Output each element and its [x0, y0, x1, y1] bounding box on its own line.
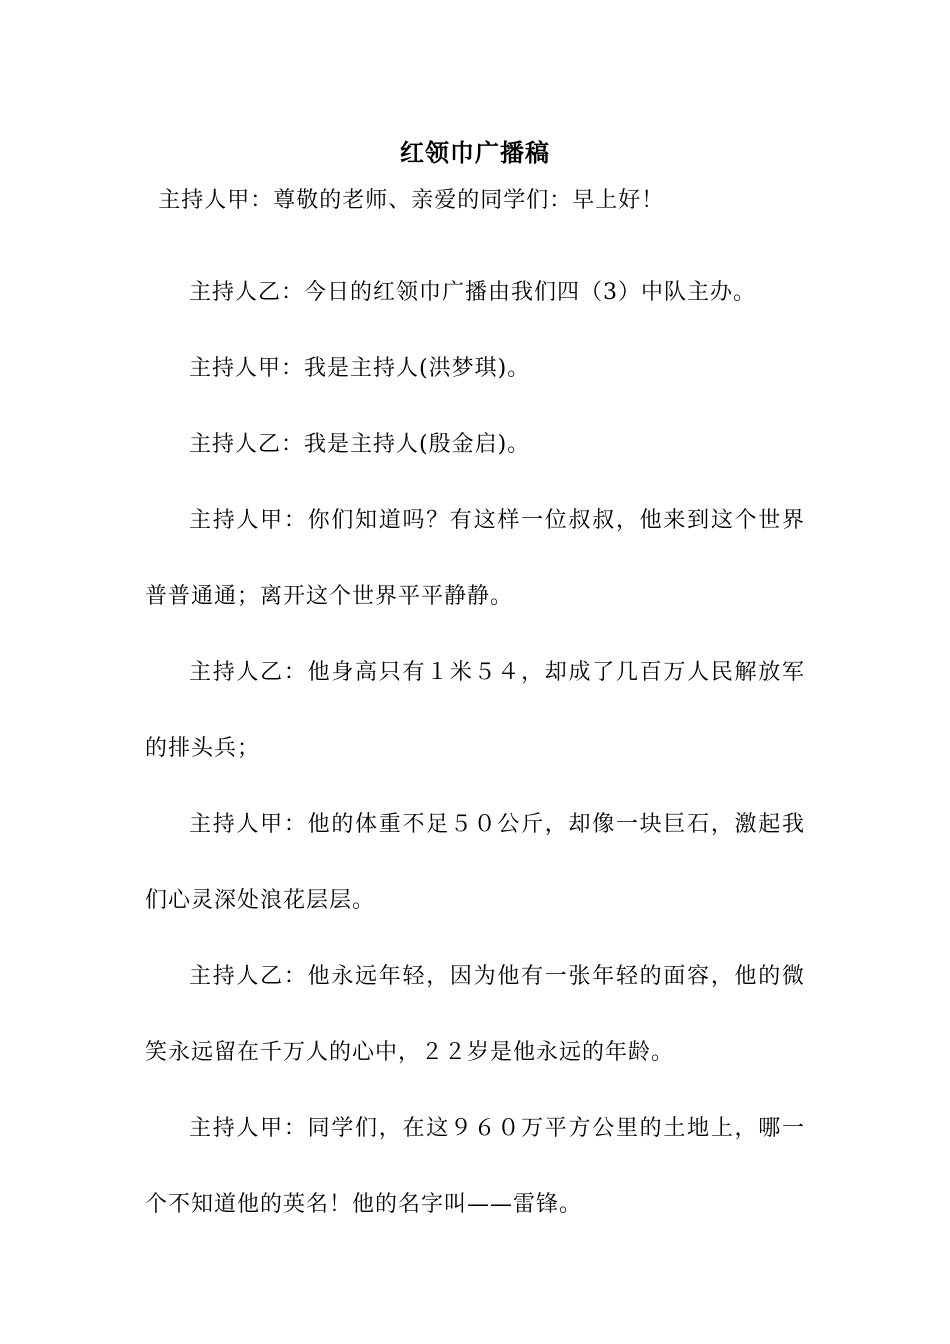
paragraph-3: 主持人甲：我是主持人(洪梦琪)。 [189, 356, 531, 381]
paragraph-5: 主持人甲：你们知道吗？有这样一位叔叔，他来到这个世界普普通通；离开这个世界平平静静。 [145, 508, 805, 609]
paragraph-8: 主持人乙：他永远年轻，因为他有一张年轻的面容，他的微笑永远留在千万人的心中，２２岁是他永远的年龄。 [145, 964, 805, 1065]
paragraph-9: 主持人甲：同学们，在这９６０万平方公里的土地上，哪一个不知道他的英名！他的名字叫——雷锋。 [145, 1116, 805, 1217]
document-title: 红领巾广播稿 [400, 138, 550, 167]
paragraph-6: 主持人乙：他身高只有１米５４，却成了几百万人民解放军的排头兵； [145, 660, 805, 761]
paragraph-2: 主持人乙：今日的红领巾广播由我们四（3）中队主办。 [189, 280, 756, 305]
document-body [145, 184, 805, 1243]
paragraph-1: 主持人甲：尊敬的老师、亲爱的同学们：早上好！ [158, 188, 665, 213]
paragraph-7: 主持人甲：他的体重不足５０公斤，却像一块巨石，激起我们心灵深处浪花层层。 [145, 812, 805, 913]
paragraph-4: 主持人乙：我是主持人(殷金启)。 [189, 432, 531, 457]
